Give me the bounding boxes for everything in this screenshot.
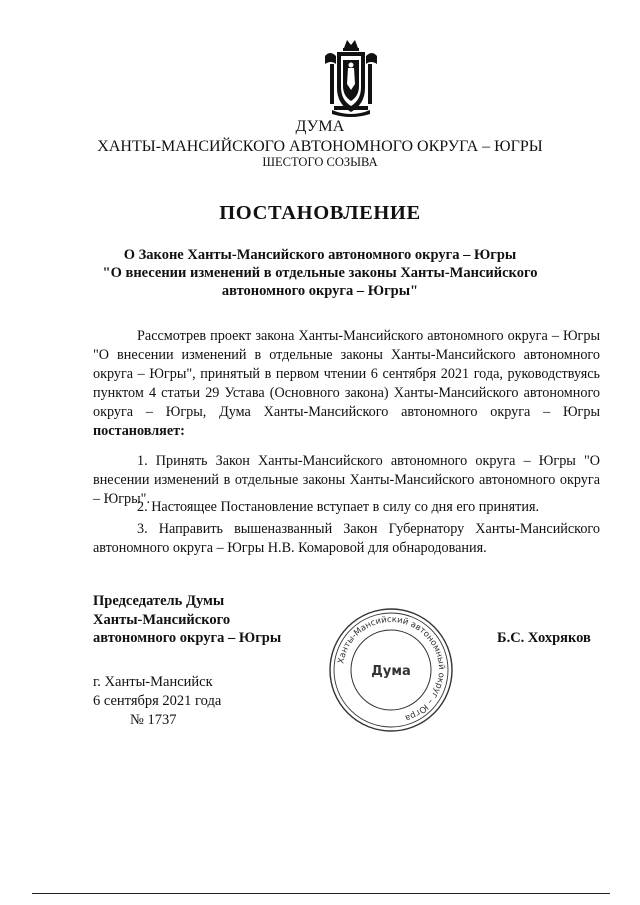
place-of-adoption: г. Ханты-Мансийск xyxy=(93,674,213,690)
resolution-item-2: 2. Настоящее Постановление вступает в силу со дня его принятия. xyxy=(137,499,540,515)
document-footer xyxy=(93,673,221,730)
coat-of-arms-icon xyxy=(322,38,380,118)
subject-line: автономного округа – Югры" xyxy=(221,283,419,299)
seal-center-text: Дума xyxy=(371,664,411,679)
subject-line: "О внесении изменений в отдельные законы Ханты-Мансийского xyxy=(102,265,538,281)
signatory-title xyxy=(93,592,281,648)
org-name-line2: ХАНТЫ-МАНСИЙСКОГО АВТОНОМНОГО ОКРУГА – ЮГРЫ xyxy=(97,138,543,155)
preamble-text: Рассмотрев проект закона Ханты-Мансийского автономного округа – Югры "О внесении изменений в отдельные законы Ханты-Мансийского автономного округа – Югры", принятый в первом чтении 6 сентября 2021 года, руководствуясь пунктом 4 статьи 29 Устава (Основного закона) Ханты-Мансийского автономного округа – Югры, Дума Ханты-Мансийского автономного округа – Югры xyxy=(93,328,600,420)
subject-line: О Законе Ханты-Мансийского автономного округа – Югры xyxy=(123,247,517,263)
document-subject xyxy=(0,246,640,300)
official-seal-stamp xyxy=(327,606,455,734)
signatory-title-line: Ханты-Мансийского xyxy=(93,611,231,628)
resolution-item-3: 3. Направить вышеназванный Закон Губернатору Ханты-Мансийского автономного округа – Югры Н.В. Комаровой для обнародования. xyxy=(93,521,600,556)
document-number: № 1737 xyxy=(130,712,177,728)
seal-ring-text: Ханты-Мансийский автономный округ – Югра xyxy=(336,614,447,723)
org-name-line1: ДУМА xyxy=(295,118,345,135)
resolution-item-1: 1. Принять Закон Ханты-Мансийского автономного округа – Югры "О внесении изменений в отдельные законы Ханты-Мансийского автономного округа – Югры". xyxy=(93,453,600,507)
document-type-title: ПОСТАНОВЛЕНИЕ xyxy=(219,202,421,224)
signatory-title-line: автономного округа – Югры xyxy=(93,630,282,646)
resolves-keyword: постановляет: xyxy=(93,423,185,439)
convocation-line: ШЕСТОГО СОЗЫВА xyxy=(262,155,378,169)
preamble-paragraph xyxy=(93,327,600,441)
bottom-divider xyxy=(32,893,610,894)
date-of-adoption: 6 сентября 2021 года xyxy=(93,693,222,709)
signatory-title-line: Председатель Думы xyxy=(93,593,225,609)
signatory-name: Б.С. Хохряков xyxy=(497,630,591,646)
